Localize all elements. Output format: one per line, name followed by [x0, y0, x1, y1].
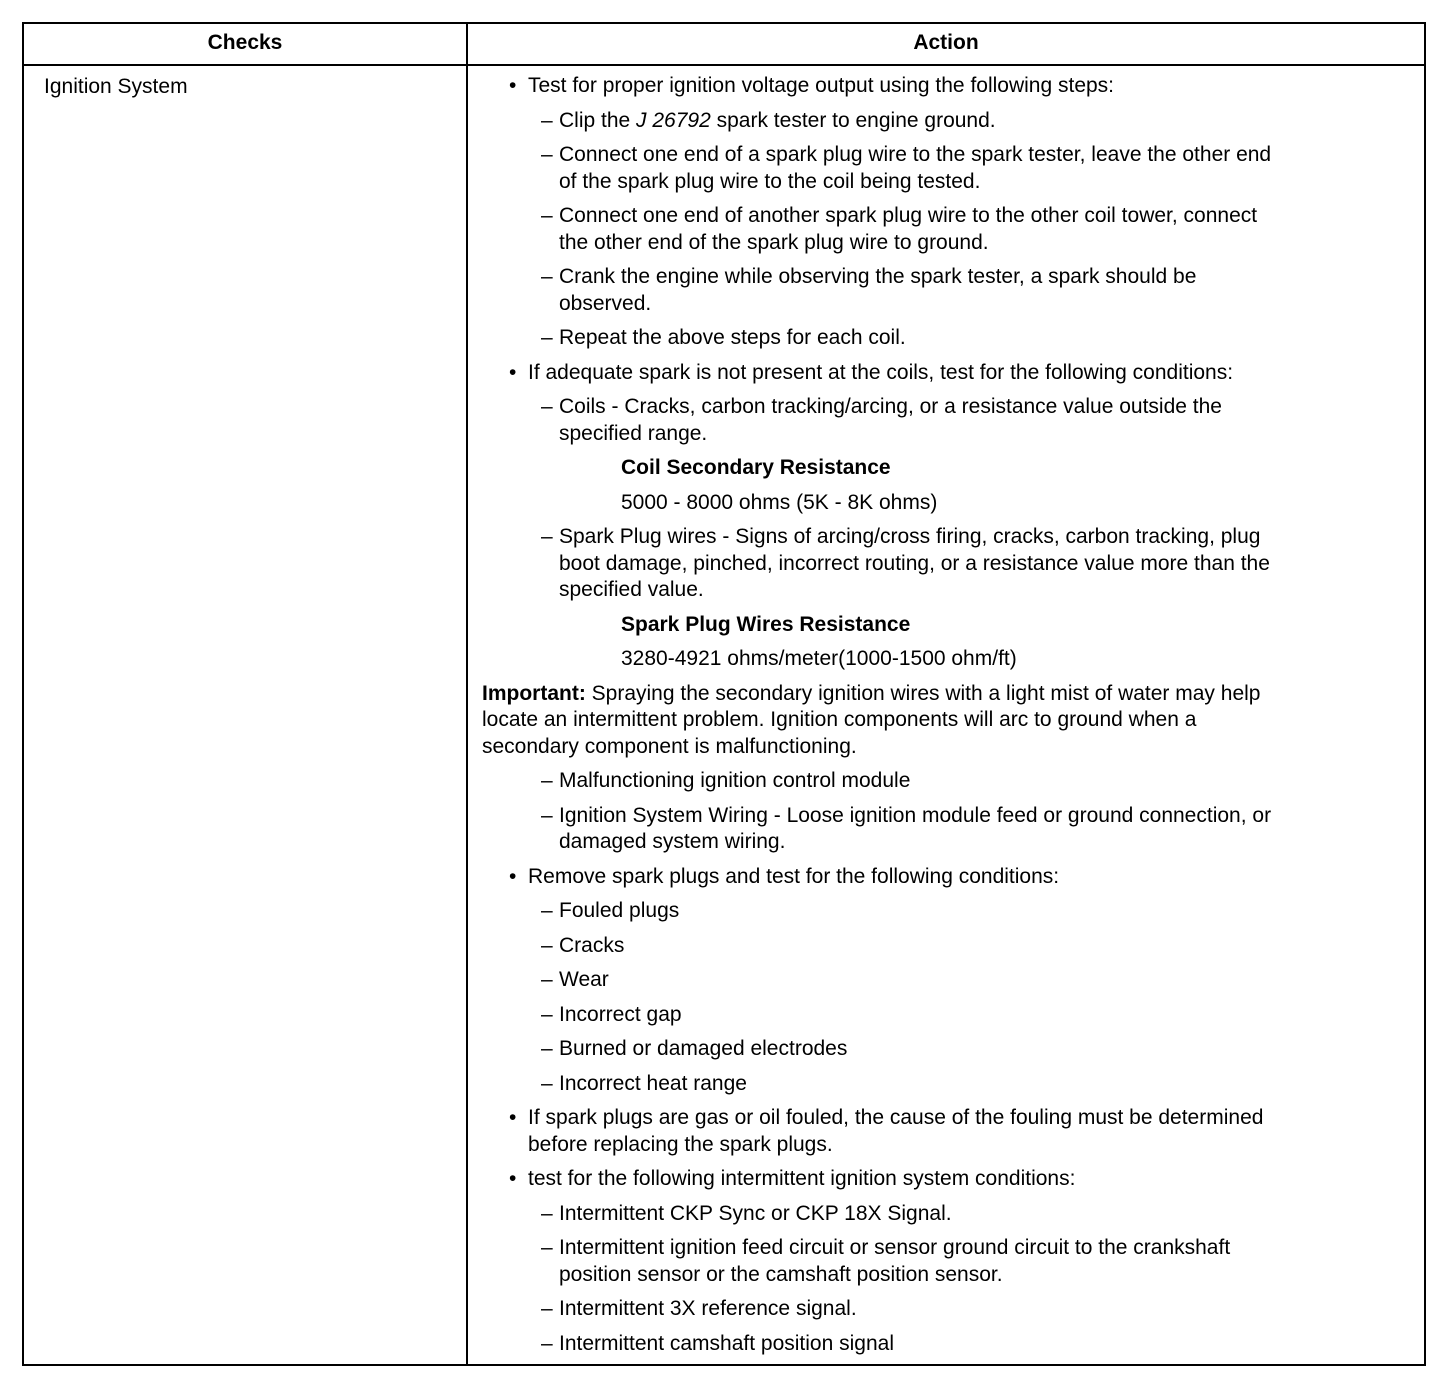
- item-text: Coil Secondary Resistance: [621, 456, 891, 479]
- dash-marker: –: [541, 899, 553, 922]
- item-text: Coils - Cracks, carbon tracking/arcing, or a resistance value outside the: [559, 395, 1222, 418]
- item-text: observed.: [559, 291, 652, 315]
- item-text: Intermittent 3X reference signal.: [559, 1297, 857, 1320]
- list-item-dash: [468, 1296, 1424, 1323]
- list-item-dash: [468, 1036, 1424, 1063]
- list-item-dash: [468, 967, 1424, 994]
- item-text: Connect one end of another spark plug wire to the other coil tower, connect: [559, 204, 1258, 227]
- item-text: spark tester to engine ground.: [710, 108, 996, 132]
- item-text: 3280-4921 ohms/meter(1000-1500 ohm/ft): [621, 647, 1017, 670]
- list-item-dash: [468, 394, 1424, 447]
- item-text: of the spark plug wire to the coil being tested.: [559, 169, 981, 193]
- tool-number: J 26792: [636, 108, 711, 132]
- list-item-dash: [468, 264, 1424, 317]
- item-text: test for the following intermittent ignition system conditions:: [528, 1167, 1076, 1190]
- item-text: Incorrect gap: [559, 1002, 682, 1026]
- dash-marker: –: [541, 1236, 553, 1259]
- item-text: specified value.: [559, 578, 704, 601]
- item-text: Test for proper ignition voltage output using the following steps:: [528, 74, 1115, 97]
- item-text: Intermittent camshaft position signal: [559, 1331, 894, 1355]
- item-text: Fouled plugs: [559, 899, 680, 922]
- list-item-sub: [468, 490, 1424, 517]
- dash-marker: –: [541, 1071, 553, 1095]
- item-text: Burned or damaged electrodes: [559, 1037, 848, 1060]
- item-text: the other end of the spark plug wire to ground.: [559, 230, 989, 254]
- item-text: damaged system wiring.: [559, 830, 786, 853]
- list-item-dash: [468, 1071, 1424, 1098]
- item-text: Intermittent CKP Sync or CKP 18X Signal.: [559, 1201, 952, 1225]
- list-item-bullet: [468, 73, 1424, 100]
- dash-marker: –: [541, 395, 553, 418]
- list-item-dash: [468, 524, 1424, 604]
- header-checks: Checks: [207, 31, 283, 54]
- item-text: Repeat the above steps for each coil.: [559, 326, 906, 349]
- item-text: Cracks: [559, 933, 625, 957]
- dash-marker: –: [541, 1002, 553, 1026]
- dash-marker: –: [541, 933, 553, 957]
- item-text: Spark Plug Wires Resistance: [621, 612, 911, 636]
- list-item-dash: [468, 768, 1424, 795]
- list-item-bullet: [468, 1105, 1424, 1158]
- list-item-dash: [468, 1235, 1424, 1288]
- list-item-subhead: [468, 612, 1424, 639]
- dash-marker: –: [541, 1331, 553, 1355]
- dash-marker: –: [541, 803, 553, 827]
- bullet-marker: •: [509, 864, 517, 888]
- dash-marker: –: [541, 1201, 553, 1225]
- item-text: Ignition System Wiring - Loose ignition module feed or ground connection, or: [559, 803, 1272, 827]
- bullet-marker: •: [509, 74, 517, 97]
- dash-marker: –: [541, 204, 553, 227]
- list-item-note: [468, 681, 1424, 761]
- item-text: Clip the: [559, 108, 637, 132]
- item-text: specified range.: [559, 421, 708, 445]
- dash-marker: –: [541, 1297, 553, 1320]
- list-item-subhead: [468, 455, 1424, 482]
- item-text: Wear: [559, 968, 609, 991]
- dash-marker: –: [541, 1037, 553, 1060]
- item-text: boot damage, pinched, incorrect routing, or a resistance value more than the: [559, 551, 1270, 575]
- list-item-bullet: [468, 1166, 1424, 1193]
- list-item-sub: [468, 646, 1424, 673]
- list-item-dash: [468, 1331, 1424, 1358]
- item-text: Spark Plug wires - Signs of arcing/cross firing, cracks, carbon tracking, plug: [559, 525, 1261, 548]
- list-item-dash: [468, 803, 1424, 856]
- bullet-marker: •: [509, 1106, 517, 1129]
- dash-marker: –: [541, 143, 553, 166]
- bullet-marker: •: [509, 1167, 517, 1190]
- dash-marker: –: [541, 525, 553, 548]
- item-text: If adequate spark is not present at the coils, test for the following conditions:: [528, 360, 1234, 384]
- item-text: Incorrect heat range: [559, 1071, 747, 1095]
- dash-marker: –: [541, 968, 553, 991]
- item-text: 5000 - 8000 ohms (5K - 8K ohms): [621, 490, 938, 514]
- list-item-bullet: [468, 360, 1424, 387]
- item-text: Malfunctioning ignition control module: [559, 769, 911, 792]
- header-action: Action: [913, 31, 979, 54]
- checks-cell: Ignition System: [44, 75, 188, 98]
- list-item-dash: [468, 325, 1424, 352]
- bullet-marker: •: [509, 360, 517, 384]
- item-text: position sensor or the camshaft position sensor.: [559, 1262, 1003, 1286]
- item-text: Remove spark plugs and test for the following conditions:: [528, 864, 1060, 888]
- dash-marker: –: [541, 326, 553, 349]
- list-item-dash: [468, 108, 1424, 135]
- dash-marker: –: [541, 769, 553, 792]
- item-text: secondary component is malfunctioning.: [482, 734, 857, 758]
- dash-marker: –: [541, 265, 553, 288]
- item-text: Connect one end of a spark plug wire to the spark tester, leave the other end: [559, 143, 1272, 166]
- action-cell: [468, 73, 1424, 1365]
- item-text: locate an intermittent problem. Ignition components will arc to ground when a: [482, 708, 1197, 731]
- list-item-dash: [468, 203, 1424, 256]
- list-item-dash: [468, 1201, 1424, 1228]
- dash-marker: –: [541, 108, 553, 132]
- table-header-row: [24, 24, 1424, 66]
- diagnostic-table: [22, 22, 1426, 1366]
- list-item-dash: [468, 1002, 1424, 1029]
- list-item-dash: [468, 142, 1424, 195]
- item-text: Intermittent ignition feed circuit or sensor ground circuit to the crankshaft: [559, 1236, 1231, 1259]
- list-item-dash: [468, 933, 1424, 960]
- item-text: If spark plugs are gas or oil fouled, the cause of the fouling must be determined: [528, 1106, 1264, 1129]
- list-item-dash: [468, 898, 1424, 925]
- important-label: Important:: [482, 681, 586, 705]
- item-text: Crank the engine while observing the spark tester, a spark should be: [559, 265, 1197, 288]
- list-item-bullet: [468, 864, 1424, 891]
- item-text: before replacing the spark plugs.: [528, 1132, 833, 1156]
- item-text: Spraying the secondary ignition wires with a light mist of water may help: [585, 681, 1261, 705]
